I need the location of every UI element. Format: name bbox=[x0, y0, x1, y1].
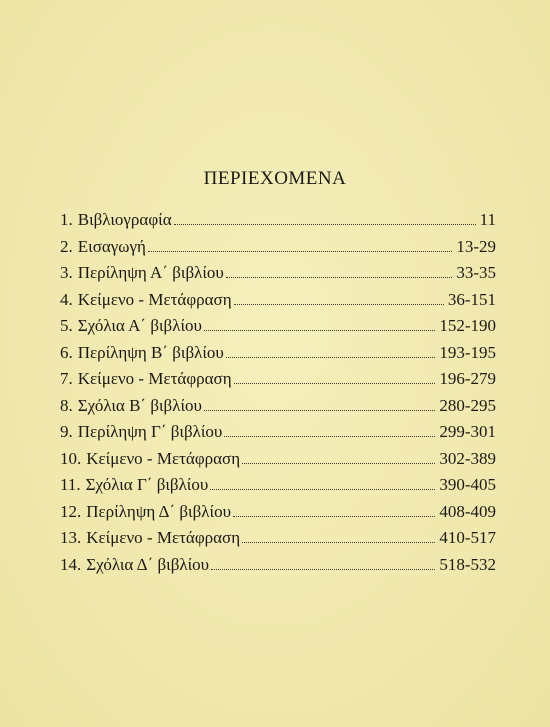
toc-entry-title: Εισαγωγή bbox=[77, 236, 146, 256]
toc-entry-pages: 36-151 bbox=[447, 289, 496, 309]
toc-entry-title: Κείμενο - Μετάφραση bbox=[86, 528, 241, 547]
toc-entry-pages: 193-195 bbox=[439, 342, 496, 362]
toc-entry bbox=[60, 449, 496, 476]
toc-entry-pages: 13-29 bbox=[456, 236, 496, 256]
toc-entry-title: Περίληψη Γ΄ βιβλίου bbox=[77, 422, 223, 441]
toc-leader-dots bbox=[242, 463, 435, 464]
toc-entry-title: Κείμενο - Μετάφραση bbox=[86, 448, 241, 468]
toc-entry-title: Περίληψη Α΄ βιβλίου bbox=[77, 263, 224, 282]
toc-leader-dots bbox=[242, 542, 435, 543]
toc-entry-pages: 152-190 bbox=[439, 316, 496, 335]
toc-entry-number: 5. bbox=[60, 316, 73, 335]
toc-entry-pages: 518-532 bbox=[439, 554, 496, 574]
toc-entry-number: 7. bbox=[60, 369, 73, 388]
toc-entry-pages: 390-405 bbox=[439, 475, 496, 494]
toc-entry-number: 1. bbox=[60, 210, 73, 229]
toc-entry-pages: 196-279 bbox=[439, 369, 496, 388]
toc-entry bbox=[60, 396, 496, 423]
toc-leader-dots bbox=[204, 330, 435, 331]
table-of-contents bbox=[60, 210, 496, 581]
toc-entry-pages: 408-409 bbox=[439, 501, 496, 521]
toc-entry-number: 4. bbox=[60, 289, 73, 309]
toc-entry bbox=[60, 422, 496, 449]
page-title: ΠΕΡΙΕΧΟΜΕΝΑ bbox=[203, 168, 347, 189]
toc-entry-number: 12. bbox=[60, 501, 82, 521]
toc-entry bbox=[60, 502, 496, 529]
toc-entry-number: 8. bbox=[60, 395, 73, 415]
toc-entry bbox=[60, 528, 496, 555]
toc-leader-dots bbox=[233, 516, 435, 517]
toc-leader-dots bbox=[234, 304, 444, 305]
toc-entry-number: 2. bbox=[60, 236, 73, 256]
toc-entry-pages: 11 bbox=[479, 210, 496, 229]
toc-entry bbox=[60, 290, 496, 317]
toc-entry bbox=[60, 343, 496, 370]
toc-entry-title: Σχόλια Δ΄ βιβλίου bbox=[86, 554, 210, 574]
toc-entry-pages: 280-295 bbox=[439, 395, 496, 415]
toc-entry bbox=[60, 316, 496, 343]
toc-leader-dots bbox=[226, 277, 452, 278]
toc-leader-dots bbox=[226, 357, 435, 358]
toc-entry-title: Περίληψη Δ΄ βιβλίου bbox=[86, 501, 231, 521]
toc-entry-title: Περίληψη Β΄ βιβλίου bbox=[77, 342, 224, 362]
toc-entry-pages: 410-517 bbox=[439, 528, 496, 547]
toc-entry bbox=[60, 263, 496, 290]
toc-entry-title: Κείμενο - Μετάφραση bbox=[77, 369, 232, 388]
toc-entry-title: Σχόλια Β΄ βιβλίου bbox=[77, 395, 202, 415]
toc-leader-dots bbox=[148, 251, 452, 252]
toc-entry-title: Σχόλια Α΄ βιβλίου bbox=[77, 316, 202, 335]
toc-leader-dots bbox=[210, 489, 435, 490]
toc-entry-title: Βιβλιογραφία bbox=[77, 210, 172, 229]
toc-entry-number: 6. bbox=[60, 342, 73, 362]
toc-leader-dots bbox=[211, 569, 435, 570]
toc-entry-title: Κείμενο - Μετάφραση bbox=[77, 289, 232, 309]
toc-entry-pages: 299-301 bbox=[439, 422, 496, 441]
toc-leader-dots bbox=[174, 224, 476, 225]
toc-entry-title: Σχόλια Γ΄ βιβλίου bbox=[85, 475, 209, 494]
toc-entry-pages: 302-389 bbox=[439, 448, 496, 468]
toc-entry-number: 11. bbox=[60, 475, 81, 494]
toc-entry-number: 9. bbox=[60, 422, 73, 441]
toc-entry bbox=[60, 369, 496, 396]
toc-entry-number: 14. bbox=[60, 554, 82, 574]
toc-entry bbox=[60, 555, 496, 582]
toc-leader-dots bbox=[234, 383, 436, 384]
toc-entry-number: 10. bbox=[60, 448, 82, 468]
toc-entry bbox=[60, 210, 496, 237]
toc-entry bbox=[60, 237, 496, 264]
toc-leader-dots bbox=[224, 436, 435, 437]
toc-entry-number: 3. bbox=[60, 263, 73, 282]
toc-entry-pages: 33-35 bbox=[456, 263, 496, 282]
toc-entry-number: 13. bbox=[60, 528, 82, 547]
toc-leader-dots bbox=[204, 410, 435, 411]
toc-entry bbox=[60, 475, 496, 502]
